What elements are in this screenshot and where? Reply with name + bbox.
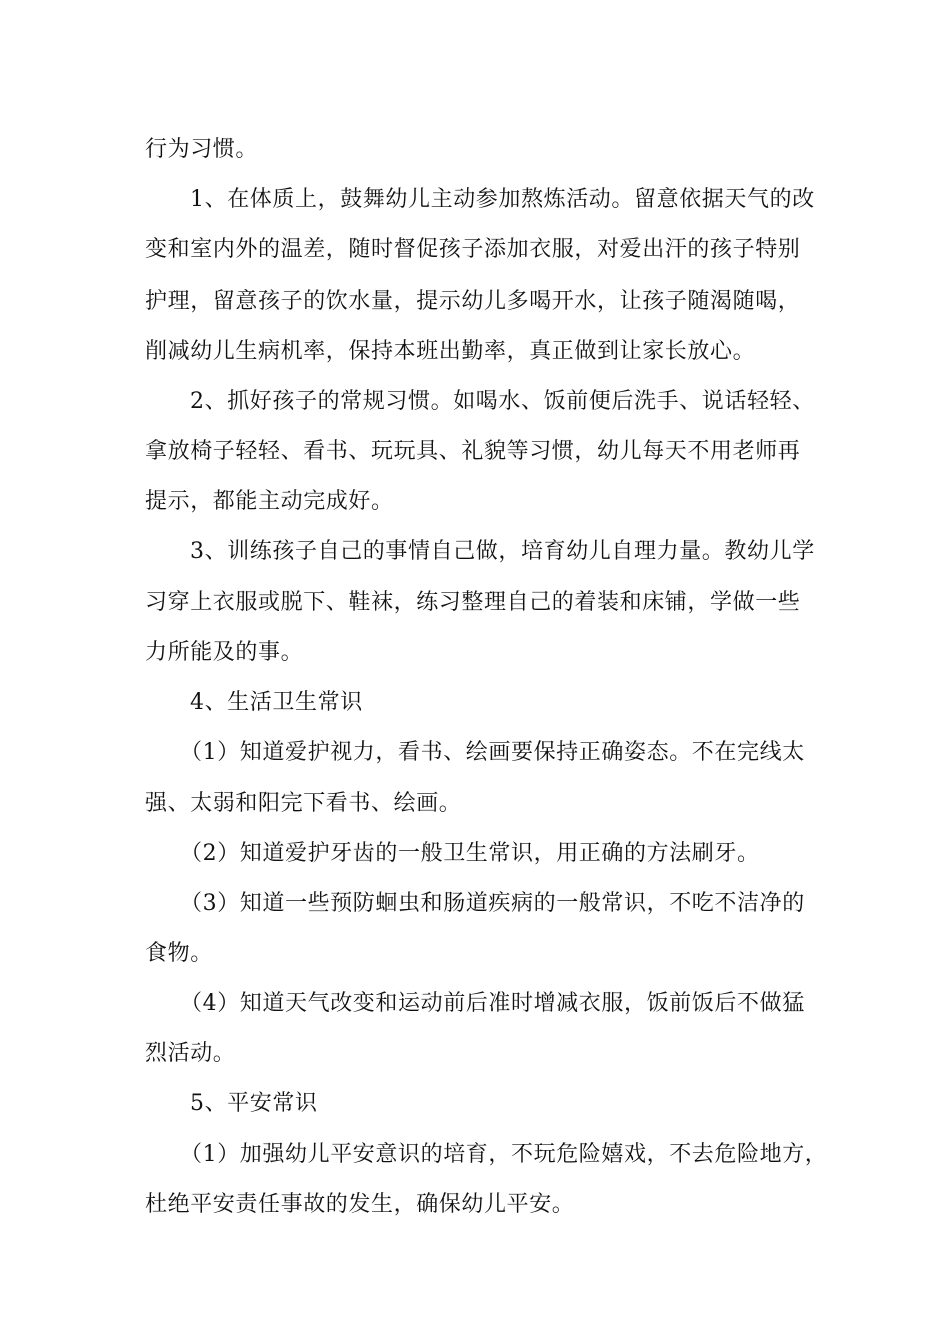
paragraph-line: （3）知道一些预防蛔虫和肠道疾病的一般常识，不吃不洁净的 [180,891,805,916]
paragraph-line: （1）加强幼儿平安意识的培育，不玩危险嬉戏，不去危险地方， [180,1142,828,1167]
paragraph-line: 食物。 [145,941,213,966]
paragraph-line: 削减幼儿生病机率，保持本班出勤率，真正做到让家长放心。 [145,339,756,364]
paragraph-line: 5、平安常识 [190,1091,318,1116]
paragraph-line: 杜绝平安责任事故的发生，确保幼儿平安。 [145,1192,575,1217]
paragraph-line: 变和室内外的温差，随时督促孩子添加衣服，对爱出汗的孩子特别 [145,237,801,262]
paragraph-line: （1）知道爱护视力，看书、绘画要保持正确姿态。不在完线太 [180,740,805,765]
paragraph-line: （4）知道天气改变和运动前后准时增减衣服，饭前饭后不做猛 [180,991,805,1016]
paragraph-line: 4、生活卫生常识 [190,690,363,715]
paragraph-line: 力所能及的事。 [145,640,304,665]
paragraph-line: 强、太弱和阳完下看书、绘画。 [145,791,462,816]
paragraph-line: 护理，留意孩子的饮水量，提示幼儿多喝开水，让孩子随渴随喝， [145,289,801,314]
paragraph-line: 习穿上衣服或脱下、鞋袜，练习整理自己的着装和床铺，学做一些 [145,590,801,615]
paragraph-line: 行为习惯。 [145,137,259,162]
paragraph-line: （2）知道爱护牙齿的一般卫生常识，用正确的方法刷牙。 [180,841,760,866]
paragraph-line: 3、训练孩子自己的事情自己做，培育幼儿自理力量。教幼儿学 [190,539,815,564]
paragraph-line: 2、抓好孩子的常规习惯。如喝水、饭前便后洗手、说话轻轻、 [190,389,815,414]
paragraph-line: 烈活动。 [145,1041,236,1066]
paragraph-line: 提示，都能主动完成好。 [145,489,394,514]
paragraph-line: 1、在体质上，鼓舞幼儿主动参加熬炼活动。留意依据天气的改 [190,187,815,212]
paragraph-line: 拿放椅子轻轻、看书、玩玩具、礼貌等习惯，幼儿每天不用老师再 [145,439,801,464]
